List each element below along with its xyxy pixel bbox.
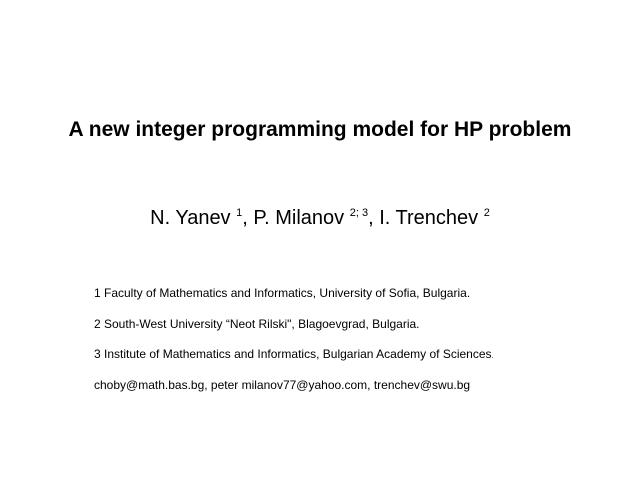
author-name: N. Yanev bbox=[150, 207, 231, 229]
affiliation-3-text: 3 Institute of Mathematics and Informatics, Bulgarian Academy of Sciences bbox=[94, 347, 492, 361]
affiliation-3 bbox=[94, 346, 493, 365]
contact-emails: choby@math.bas.bg, peter milanov77@yahoo.com, trenchev@swu.bg bbox=[94, 378, 471, 392]
author-name: P. Milanov bbox=[253, 207, 345, 229]
slide-title: A new integer programming model for HP problem bbox=[68, 118, 572, 141]
author-affiliation-mark: 2 bbox=[483, 207, 490, 219]
author-name: I. Trenchev bbox=[379, 207, 479, 229]
author-list bbox=[0, 204, 640, 232]
author-affiliation-mark: 2; 3 bbox=[349, 207, 369, 219]
affiliation-2: 2 South-West University “Neot Rilski", Blagoevgrad, Bulgaria. bbox=[94, 317, 420, 331]
affiliation-1: 1 Faculty of Mathematics and Informatics, University of Sofia, Bulgaria. bbox=[94, 286, 471, 300]
author-separator: , bbox=[242, 207, 254, 229]
author-separator: , bbox=[368, 207, 380, 229]
author-affiliation-mark: 1 bbox=[236, 207, 243, 219]
affiliation-3-period: . bbox=[491, 353, 494, 360]
